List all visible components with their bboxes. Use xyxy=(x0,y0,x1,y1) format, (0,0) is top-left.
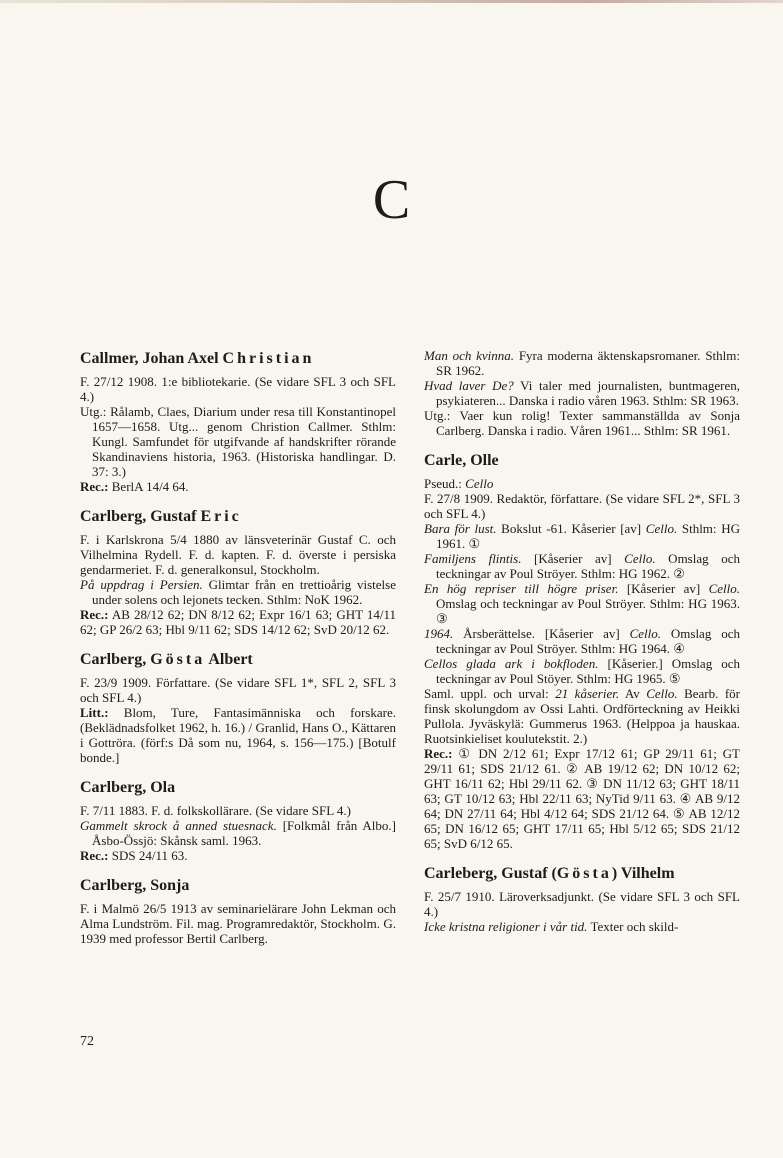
entry-heading: Carlberg, Ola xyxy=(80,779,176,796)
entry-rec: Rec.: AB 28/12 62; DN 8/12 62; Expr 16/1 63; GHT 14/11 62; GP 26/2 63; Hbl 9/11 62; SDS 14/12 62; SvD 20/12 62. xyxy=(80,607,396,637)
entry-bio: F. i Malmö 26/5 1913 av seminarielärare John Lekman och Alma Lundström. Fil. mag. Programredaktör, Stockholm. G. 1939 med professor Bertil Carlberg. xyxy=(80,901,396,946)
entry-sonja-continued xyxy=(424,348,740,438)
entry-work: Bara för lust. Bokslut -61. Kåserier [av] Cello. Sthlm: HG 1961. ① xyxy=(424,521,740,551)
entry-rec: Rec.: BerlA 14/4 64. xyxy=(80,479,189,494)
entry-work: Icke kristna religioner i vår tid. Texter och skild- xyxy=(424,919,679,934)
entry-work: 1964. Årsberättelse. [Kåserier av] Cello. Omslag och teckningar av Poul Ströyer. Sthlm: HG 1964. ④ xyxy=(424,626,740,656)
entry-bio: F. 23/9 1909. Författare. (Se vidare SFL 1*, SFL 2, SFL 3 och SFL 4.) xyxy=(80,675,396,705)
entry-carlberg-sonja xyxy=(80,877,396,946)
entry-saml: Saml. uppl. och urval: 21 kåserier. Av Cello. Bearb. för finsk skolungdom av Ossi Lahti. Ordförteckning av Heikki Pullola. Jyväskylä: Gummerus 1963. (Helppoa ja hauskaa. Ruotsinkieliset koulutekstit. 2.) xyxy=(424,686,740,746)
entry-pseud: Pseud.: Cello xyxy=(424,476,494,491)
entry-bio: F. 27/12 1908. 1:e bibliotekarie. (Se vidare SFL 3 och SFL 4.) xyxy=(80,374,396,404)
entry-heading: Carle, Olle xyxy=(424,452,499,469)
entry-work: Familjens flintis. [Kåserier av] Cello. Omslag och teckningar av Poul Ströyer. Sthlm: HG 1962. ② xyxy=(424,551,740,581)
entry-bio: F. i Karlskrona 5/4 1880 av länsveterinär Gustaf C. och Vilhelmina Rydell. F. d. kapten. F. d. överste i persiska gendarmeriet. F. d. generalkonsul, Stockholm. xyxy=(80,532,396,577)
entry-rec: Rec.: ① DN 2/12 61; Expr 17/12 61; GP 29/11 61; GT 29/11 61; SDS 21/12 61. ② AB 19/12 62; DN 10/12 62; GHT 16/11 62; Hbl 29/11 62. ③ DN 11/12 63; GHT 18/11 63; GT 10/12 63; Hbl 22/11 63; NyTid 9/11 63. ④ AB 9/12 64; DN 27/11 64; Hbl 4/12 64; SDS 21/12 64. ⑤ AB 12/12 65; DN 16/12 65; GHT 17/11 65; Hbl 5/12 65; SDS 21/12 65; SvD 6/12 65. xyxy=(424,746,740,851)
entry-utg: Utg.: Vaer kun rolig! Texter sammanställda av Sonja Carlberg. Danska i radio. Våren 1961... Sthlm: SR 1961. xyxy=(424,408,740,438)
left-column xyxy=(80,350,396,960)
entry-carle-olle xyxy=(424,452,740,851)
entry-carlberg-ola xyxy=(80,779,396,863)
entry-carlberg-gustaf xyxy=(80,508,396,637)
entry-carleberg xyxy=(424,865,740,934)
entry-bio: F. 27/8 1909. Redaktör, författare. (Se vidare SFL 2*, SFL 3 och SFL 4.) xyxy=(424,491,740,521)
entry-work: Gammelt skrock å anned stuesnack. [Folkmål från Albo.] Åsbo-Össjö: Skånsk saml. 1963. xyxy=(80,818,396,848)
section-letter: C xyxy=(372,169,411,231)
entry-work: En hög repriser till högre priser. [Kåserier av] Cello. Omslag och teckningar av Poul Ströyer. Sthlm: HG 1963. ③ xyxy=(424,581,740,626)
entry-work: Man och kvinna. Fyra moderna äktenskapsromaner. Sthlm: SR 1962. xyxy=(424,348,740,378)
entry-heading: Callmer, Johan Axel Christian xyxy=(80,350,315,367)
entry-litt: Litt.: Blom, Ture, Fantasimänniska och forskare. (Beklädnadsfolket 1962, h. 16.) / Granlid, Hans O., Kättaren i Gottröra. (förf:s Då som nu, 1964, s. 156—175.) [Botulf bonde.] xyxy=(80,705,396,765)
entry-heading: Carlberg, Sonja xyxy=(80,877,190,894)
right-column xyxy=(424,348,740,948)
entry-bio: F. 7/11 1883. F. d. folkskollärare. (Se vidare SFL 4.) xyxy=(80,803,352,818)
entry-callmer xyxy=(80,350,396,494)
entry-heading: Carleberg, Gustaf (Gösta) Vilhelm xyxy=(424,865,675,882)
entry-work: På uppdrag i Persien. Glimtar från en trettioårig vistelse under solens och lejonets tecken. Sthlm: NoK 1962. xyxy=(80,577,396,607)
entry-rec: Rec.: SDS 24/11 63. xyxy=(80,848,188,863)
entry-work: Cellos glada ark i bokfloden. [Kåserier.] Omslag och teckningar av Poul Stöyer. Sthlm: HG 1965. ⑤ xyxy=(424,656,740,686)
entry-utg: Utg.: Rålamb, Claes, Diarium under resa till Konstantinopel 1657—1658. Utg... genom Christion Callmer. Sthlm: Kungl. Samfundet för utgifvande af handskrifter rörande Skandinaviens historia, 1963. (Historiska handlingar. D. 37: 3.) xyxy=(80,404,396,479)
entry-heading: Carlberg, Gösta Albert xyxy=(80,651,253,668)
top-border xyxy=(0,0,783,3)
page-number: 72 xyxy=(80,1034,94,1049)
entry-carlberg-gosta xyxy=(80,651,396,765)
entry-heading: Carlberg, Gustaf Eric xyxy=(80,508,242,525)
entry-bio: F. 25/7 1910. Läroverksadjunkt. (Se vidare SFL 3 och SFL 4.) xyxy=(424,889,740,919)
entry-work: Hvad laver De? Vi taler med journalisten, buntmageren, psykiateren... Danska i radio våren 1963. Sthlm: SR 1963. xyxy=(424,378,740,408)
